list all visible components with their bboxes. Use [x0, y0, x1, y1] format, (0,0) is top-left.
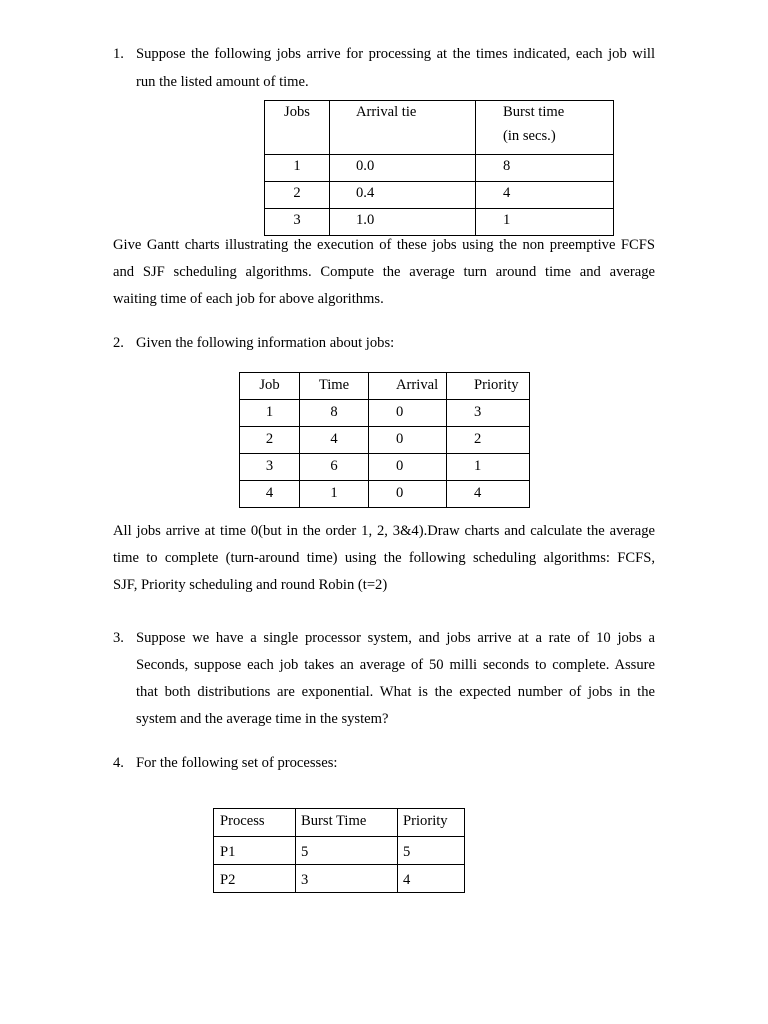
table-row: [265, 155, 614, 182]
table-cell: P1: [214, 837, 296, 865]
table-cell: 2: [265, 182, 330, 209]
table-cell: 4: [300, 427, 369, 454]
table-cell: 4: [240, 481, 300, 508]
table-header-row: [214, 809, 465, 837]
table-row: [240, 400, 530, 427]
table-cell: 0: [369, 400, 447, 427]
table-header-cell: Priority: [447, 373, 530, 400]
table-row: [214, 865, 465, 893]
table-header-row: [240, 373, 530, 400]
table-header-row: [265, 101, 614, 155]
table-cell: 1: [265, 155, 330, 182]
q1-instructions-line2: and SJF scheduling algorithms. Compute the average turn around time and average: [113, 264, 655, 280]
table-cell: 1: [447, 454, 530, 481]
q3-text-line3: that both distributions are exponential. What is the expected number of jobs in the: [136, 684, 655, 700]
table-header-cell: Job: [240, 373, 300, 400]
table-cell: 1: [240, 400, 300, 427]
q1-instructions-line1: Give Gantt charts illustrating the execution of these jobs using the non preemptive FCFS: [113, 237, 655, 253]
q2-text-line1: Given the following information about jobs:: [136, 335, 395, 351]
table-cell: 8: [300, 400, 369, 427]
table-row: [214, 837, 465, 865]
table-cell: 2: [447, 427, 530, 454]
table-header-cell: Priority: [398, 809, 465, 837]
table-header-cell: Arrival: [369, 373, 447, 400]
table-cell: 6: [300, 454, 369, 481]
table-cell: 0: [369, 481, 447, 508]
table-row: [240, 481, 530, 508]
q1-text-line1: Suppose the following jobs arrive for processing at the times indicated, each job will: [136, 46, 655, 62]
q2-jobs-table: [239, 372, 530, 508]
table-row: [265, 209, 614, 236]
q1-instructions-line3: waiting time of each job for above algorithms.: [113, 291, 384, 307]
q2-number: 2.: [113, 335, 124, 351]
q3-number: 3.: [113, 630, 124, 646]
table-cell: 4: [398, 865, 465, 893]
table-header-cell: Burst Time: [296, 809, 398, 837]
q3-text-line4: system and the average time in the system?: [136, 711, 389, 727]
table-cell: 3: [447, 400, 530, 427]
q4-text-line1: For the following set of processes:: [136, 755, 338, 771]
table-cell: 5: [398, 837, 465, 865]
table-cell: 5: [296, 837, 398, 865]
table-header-cell: Process: [214, 809, 296, 837]
table-row: [265, 182, 614, 209]
table-cell: 1: [300, 481, 369, 508]
table-cell: 2: [240, 427, 300, 454]
table-cell: 4: [476, 182, 614, 209]
table-header-cell: Arrival tie: [330, 101, 476, 155]
q2-instructions-line3: SJF, Priority scheduling and round Robin (t=2): [113, 577, 388, 593]
table-header-cell: Time: [300, 373, 369, 400]
table-cell: 4: [447, 481, 530, 508]
table-cell: 0.0: [330, 155, 476, 182]
table-cell: 3: [265, 209, 330, 236]
table-cell: 0: [369, 427, 447, 454]
table-cell: 0: [369, 454, 447, 481]
q3-text-line1: Suppose we have a single processor system, and jobs arrive at a rate of 10 jobs a: [136, 630, 655, 646]
table-row: [240, 427, 530, 454]
table-cell: 0.4: [330, 182, 476, 209]
table-cell: 3: [296, 865, 398, 893]
table-cell: 8: [476, 155, 614, 182]
q1-jobs-table: [264, 100, 614, 236]
q4-process-table: [213, 808, 465, 893]
table-cell: 1.0: [330, 209, 476, 236]
table-header-cell: Burst time (in secs.): [476, 101, 614, 155]
q1-text-line2: run the listed amount of time.: [136, 74, 309, 90]
q1-number: 1.: [113, 46, 124, 62]
q3-text-line2: Seconds, suppose each job takes an average of 50 milli seconds to complete. Assure: [136, 657, 655, 673]
table-cell: 1: [476, 209, 614, 236]
q4-number: 4.: [113, 755, 124, 771]
table-cell: 3: [240, 454, 300, 481]
q2-instructions-line2: time to complete (turn-around time) using the following scheduling algorithms: FCFS,: [113, 550, 655, 566]
q2-instructions-line1: All jobs arrive at time 0(but in the order 1, 2, 3&4).Draw charts and calculate the average: [113, 523, 655, 539]
table-cell: P2: [214, 865, 296, 893]
table-row: [240, 454, 530, 481]
table-header-cell: Jobs: [265, 101, 330, 155]
